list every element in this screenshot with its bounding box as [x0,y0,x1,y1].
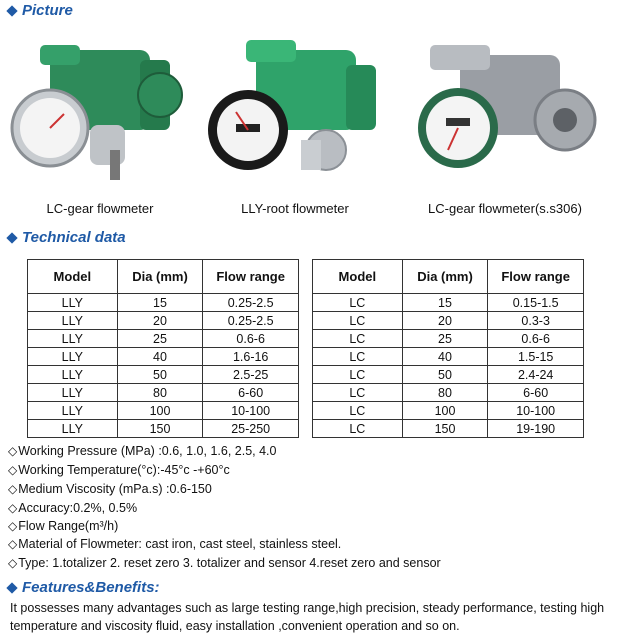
features-paragraph: It possesses many advantages such as large testing range,high precision, steady performance, testing high temperature and viscosity fluid, easy installation ,convenient operation and so on. [10,601,605,633]
table-header-row [28,260,299,294]
table-row [28,294,299,312]
cell-model: LLY [28,420,118,438]
cell-model: LC [313,330,403,348]
parameter-line [8,519,118,533]
cell-dia: 25 [117,330,203,348]
open-diamond-icon: ◇ [8,501,18,515]
cell-model: LLY [28,384,118,402]
cell-dia: 100 [402,402,488,420]
cell-dia: 150 [117,420,203,438]
parameter-label: Material of Flowmeter: [18,537,142,551]
parameter-label: Type: [18,556,49,570]
diamond-bullet-icon [6,232,17,243]
cell-flow-range: 0.25-2.5 [203,294,299,312]
cell-dia: 150 [402,420,488,438]
cell-dia: 100 [117,402,203,420]
parameter-line [8,501,137,515]
cell-dia: 20 [402,312,488,330]
cell-flow-range: 25-250 [203,420,299,438]
cell-model: LLY [28,312,118,330]
cell-dia: 80 [402,384,488,402]
cell-flow-range: 1.6-16 [203,348,299,366]
cell-model: LC [313,384,403,402]
open-diamond-icon: ◇ [8,444,18,458]
header-model: Model [28,260,118,294]
parameter-label: Working Pressure (MPa) : [18,444,162,458]
cell-model: LLY [28,348,118,366]
diamond-bullet-icon [6,5,17,16]
table-row [313,294,584,312]
cell-model: LC [313,348,403,366]
cell-flow-range: 0.6-6 [488,330,584,348]
cell-flow-range: 0.25-2.5 [203,312,299,330]
lly-spec-table [27,259,299,438]
cell-flow-range: 0.3-3 [488,312,584,330]
cell-dia: 15 [402,294,488,312]
cell-flow-range: 10-100 [203,402,299,420]
photo-caption-1: LC-gear flowmeter [46,201,154,216]
cell-flow-range: 6-60 [488,384,584,402]
picture-heading: Picture [6,2,73,19]
parameter-line [8,556,441,570]
table-row [313,348,584,366]
cell-dia: 50 [117,366,203,384]
header-dia: Dia (mm) [117,260,203,294]
table-header-row [313,260,584,294]
header-dia: Dia (mm) [402,260,488,294]
parameter-value: 0.6-150 [169,482,212,496]
cell-dia: 15 [117,294,203,312]
cell-model: LC [313,312,403,330]
open-diamond-icon: ◇ [8,519,18,533]
parameter-label: Working Temperature(°c): [18,463,161,477]
table-row [313,312,584,330]
cell-flow-range: 0.6-6 [203,330,299,348]
cell-flow-range: 10-100 [488,402,584,420]
table-row [313,330,584,348]
parameter-value: cast iron, cast steel, stainless steel. [141,537,342,551]
cell-flow-range: 6-60 [203,384,299,402]
parameter-label: Accuracy: [18,501,74,515]
header-flow-range: Flow range [488,260,584,294]
parameter-value: 0.6, 1.0, 1.6, 2.5, 4.0 [161,444,277,458]
cell-dia: 25 [402,330,488,348]
cell-model: LC [313,420,403,438]
table-row [313,366,584,384]
table-row [28,312,299,330]
technical-data-heading: Technical data [6,229,126,246]
table-row [28,366,299,384]
cell-dia: 20 [117,312,203,330]
table-row [313,420,584,438]
diamond-bullet-icon [6,582,17,593]
cell-model: LLY [28,330,118,348]
cell-flow-range: 2.5-25 [203,366,299,384]
table-row [28,384,299,402]
cell-model: LC [313,402,403,420]
parameter-label: Flow Range(m³/h) [18,519,119,533]
table-row [313,402,584,420]
cell-dia: 50 [402,366,488,384]
cell-flow-range: 19-190 [488,420,584,438]
table-row [28,330,299,348]
open-diamond-icon: ◇ [8,537,18,551]
table-row [313,384,584,402]
parameter-label: Medium Viscosity (mPa.s) : [18,482,170,496]
lc-gear-flowmeter-photo [10,40,190,190]
cell-flow-range: 0.15-1.5 [488,294,584,312]
header-model: Model [313,260,403,294]
features-heading: Features&Benefits: [6,579,160,596]
open-diamond-icon: ◇ [8,463,18,477]
lc-gear-flowmeter-ss-photo [410,40,600,190]
cell-model: LLY [28,402,118,420]
parameter-line [8,482,212,496]
lc-spec-table [312,259,584,438]
open-diamond-icon: ◇ [8,482,18,496]
cell-dia: 40 [117,348,203,366]
parameter-line [8,444,276,458]
table-row [28,420,299,438]
header-flow-range: Flow range [203,260,299,294]
cell-model: LLY [28,366,118,384]
table-row [28,402,299,420]
table-row [28,348,299,366]
lly-root-flowmeter-photo [206,40,386,190]
photo-caption-2: LLY-root flowmeter [241,201,349,216]
cell-model: LC [313,294,403,312]
parameter-value: 0.2%, 0.5% [73,501,138,515]
photo-caption-3: LC-gear flowmeter(s.s306) [428,201,582,216]
cell-dia: 80 [117,384,203,402]
parameter-value: -45°c -+60°c [160,463,230,477]
cell-model: LLY [28,294,118,312]
parameter-line [8,537,341,551]
cell-dia: 40 [402,348,488,366]
parameter-line [8,463,230,477]
open-diamond-icon: ◇ [8,556,18,570]
parameter-value: 1.totalizer 2. reset zero 3. totalizer and sensor 4.reset zero and sensor [48,556,441,570]
cell-model: LC [313,366,403,384]
cell-flow-range: 2.4-24 [488,366,584,384]
cell-flow-range: 1.5-15 [488,348,584,366]
